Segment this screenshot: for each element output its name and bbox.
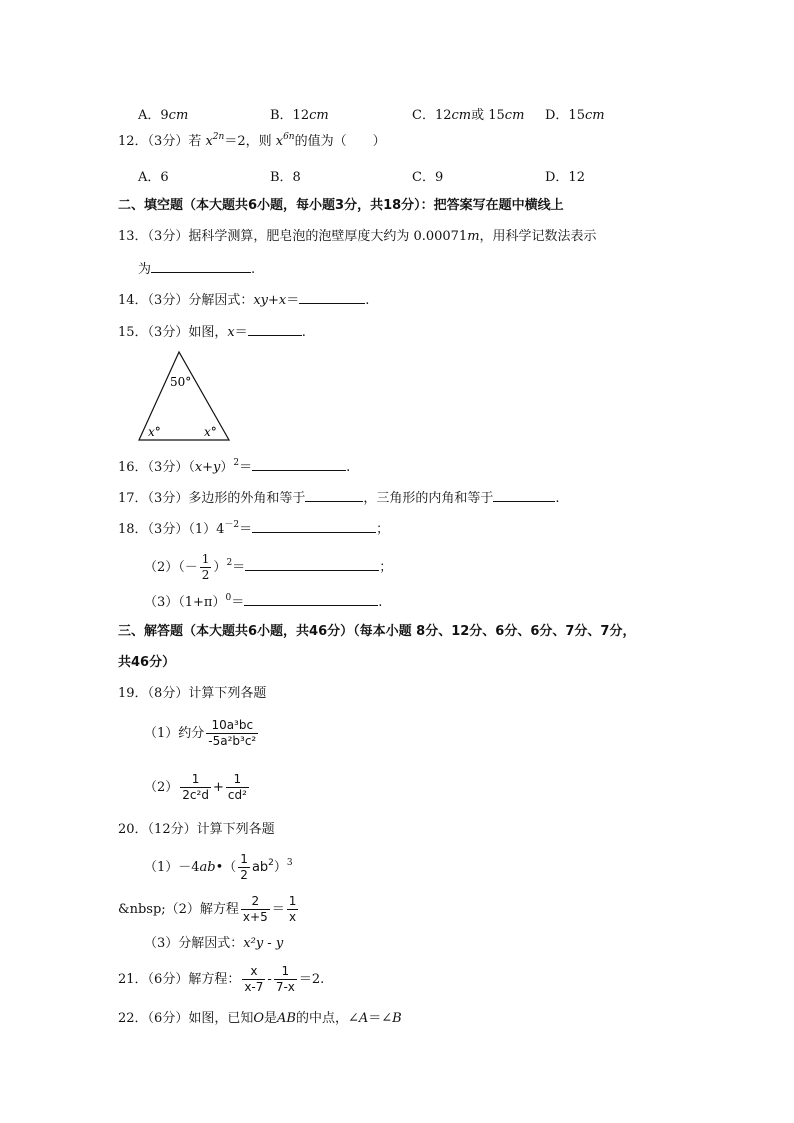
q20-part-2: &nbsp;（2）解方程 $\frac{2}{x+5}$ ＝ $\frac{1}{x}$ — [118, 894, 297, 924]
q15-triangle-figure — [134, 348, 234, 444]
q19-part-2: （2） $\frac{1}{\text{2c²d}}$ + $\frac{1}{\text{cd²}}$ — [144, 772, 247, 802]
q12-option-a: A．6 — [138, 170, 169, 185]
section-3-heading-line-1: 三、解答题（本大题共6小题，共46分）（每本小题 8分、12分、6分、6分、7分、7分， — [118, 624, 636, 639]
q11-option-c: C．12cm或 15cm — [412, 108, 525, 123]
q14-blank[interactable] — [299, 291, 365, 304]
q18-part-2: （2）（－ $\frac{1}{2}$ ）$^2$＝ ； — [144, 552, 393, 582]
q17-stem: 17．（3分）多边形的外角和等于 ，三角形的内角和等于 . — [118, 491, 560, 506]
q18-part-1: 18．（3分）$(1)4^{-2}=$ ； — [118, 520, 390, 537]
q12-option-d: D．12 — [545, 170, 585, 185]
q11-option-b: B．12cm — [270, 108, 329, 123]
q21-fraction-1: $\frac{x}{x-7}$ — [244, 964, 264, 994]
q12-stem: 12．（3分）若 $x^{2n}=2$，则 $x^{6n}$的值为（ ） — [118, 132, 386, 149]
q18-blank-2[interactable] — [245, 558, 379, 571]
half-fraction: $\frac{1}{2}$ — [201, 552, 210, 582]
q18-blank-3[interactable] — [244, 593, 378, 606]
q16-blank[interactable] — [252, 458, 346, 471]
q21-stem: 21．（6分）解方程： $\frac{x}{x-7}$ - $\frac{1}{7-x}$ ＝2. — [118, 964, 325, 994]
q11-option-a: A．9cm — [138, 108, 189, 123]
q19-fraction-2a: $\frac{1}{\text{2c²d}}$ — [182, 772, 209, 802]
top-angle-label: 50° — [170, 375, 192, 389]
q15-blank[interactable] — [248, 323, 302, 336]
q20-fraction-right: $\frac{1}{x}$ — [288, 894, 297, 924]
section-3-heading-line-2: 共46分） — [118, 655, 176, 670]
q18-part-3: $(3)(1+\pi)^0=$ . — [144, 593, 383, 610]
q19-part-1: （1）约分 $\frac{\text{10a³bc}}{\text{-5a²b³c²}}$ — [144, 718, 257, 748]
q19-fraction-2b: $\frac{1}{\text{cd²}}$ — [227, 772, 247, 802]
q17-blank-1[interactable] — [305, 489, 363, 502]
q20-title: 20．（12分）计算下列各题 — [118, 822, 275, 837]
q13-blank[interactable] — [151, 260, 251, 273]
q13-answer-line: 为 . — [138, 262, 256, 277]
q20-part-1: （1）－4ab•（ $\frac{1}{2}$ $ab^2)^3$ — [144, 852, 293, 882]
q15-stem: 15．（3分）如图，x＝ . — [118, 325, 306, 340]
q13-stem: 13．（3分）据科学测算，肥皂泡的泡壁厚度大约为 0.00071m，用科学记数法表示 — [118, 229, 597, 244]
q22-stem: 22．（6分）如图，已知O是AB的中点，∠A＝∠B — [118, 1011, 402, 1026]
q12-option-b: B．8 — [270, 170, 301, 185]
q21-fraction-2: $\frac{1}{7-x}$ — [275, 964, 295, 994]
q16-stem: 16．（3分）$(x+y)^2=$ . — [118, 458, 351, 475]
q20-half-fraction: $\frac{1}{2}$ — [240, 852, 248, 882]
q11-option-d: D．15cm — [545, 108, 605, 123]
q20-fraction-left: $\frac{2}{x+5}$ — [242, 894, 268, 924]
q19-title: 19．（8分）计算下列各题 — [118, 686, 267, 701]
q20-part-3: （3）分解因式：x²y - y — [144, 936, 284, 951]
q18-blank-1[interactable] — [252, 520, 376, 533]
left-angle-label: x° — [148, 425, 161, 439]
q19-fraction-1: $\frac{\text{10a³bc}}{\text{-5a²b³c²}}$ — [208, 718, 257, 748]
section-2-heading: 二、填空题（本大题共6小题，每小题3分，共18分）：把答案写在题中横线上 — [118, 198, 564, 213]
q12-option-c: C．9 — [412, 170, 444, 185]
q14-stem: 14．（3分）分解因式：xy+x＝ . — [118, 293, 370, 308]
q17-blank-2[interactable] — [493, 489, 555, 502]
right-angle-label: x° — [204, 425, 217, 439]
